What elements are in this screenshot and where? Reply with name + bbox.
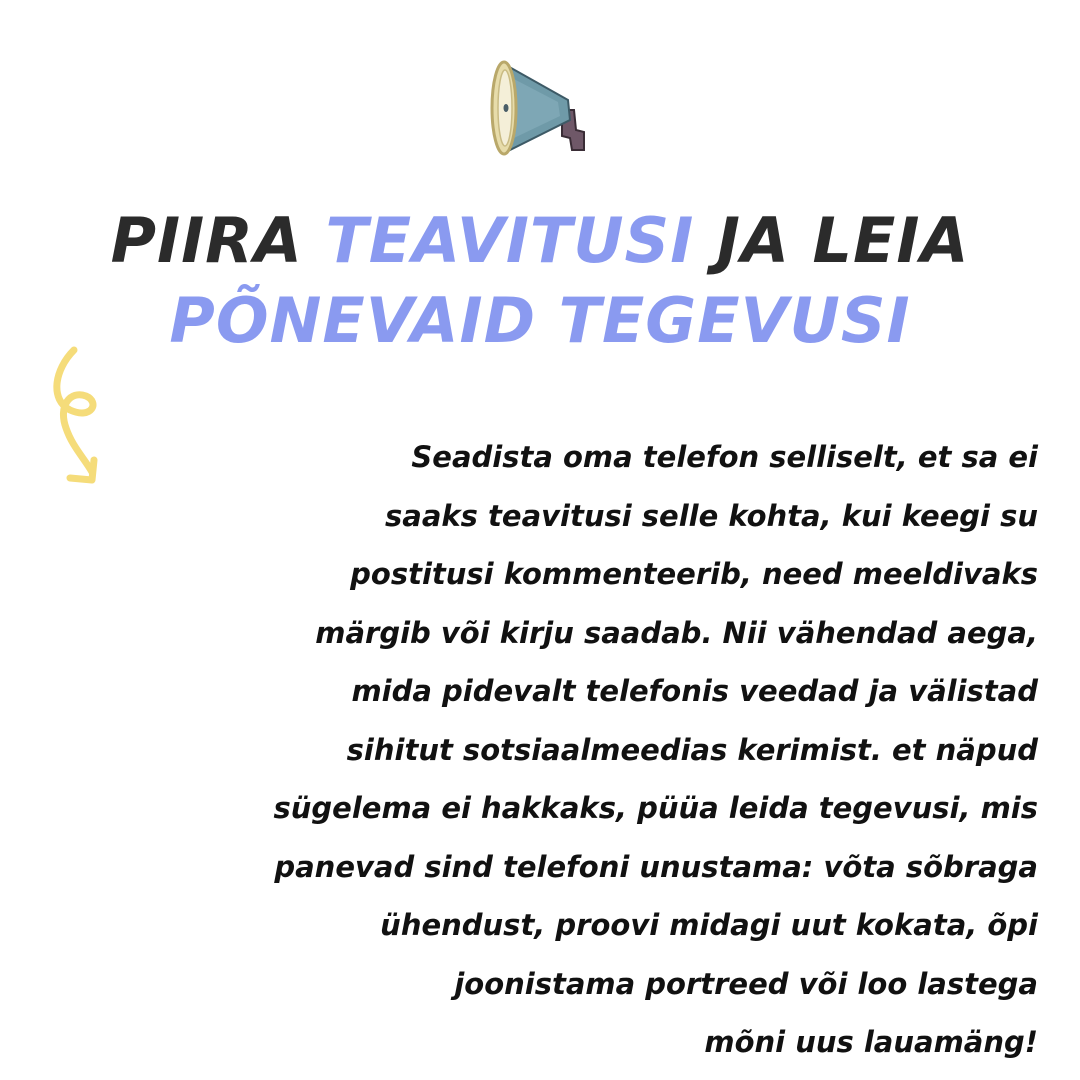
body-paragraph [78, 428, 1038, 1072]
body-line: saaks teavitusi selle kohta, kui keegi su [385, 498, 1038, 533]
megaphone-icon [488, 58, 592, 158]
body-line: panevad sind telefoni unustama: võta sõbraga [274, 849, 1038, 884]
page-title-line-2: PÕNEVAID TEGEVUSI [169, 284, 911, 357]
body-line: postitusi kommenteerib, need meeldivaks [350, 557, 1038, 591]
title-part-piira: PIIRA [110, 204, 326, 277]
body-line: joonistama portreed või loo lastega [454, 966, 1038, 1001]
body-line: ühendust, proovi midagi uut kokata, õpi [380, 908, 1038, 942]
title-part-teavitusi: TEAVITUSI [325, 204, 695, 277]
body-line: märgib või kirju saadab. Nii vähendad aega, [315, 615, 1038, 650]
body-line: Seadista oma telefon selliselt, et sa ei [411, 440, 1038, 474]
body-line: mida pidevalt telefonis veedad ja välistad [351, 674, 1038, 708]
page-title-line-1 [0, 204, 1080, 277]
body-line: mõni uus lauamäng! [704, 1025, 1038, 1059]
body-line: sihitut sotsiaalmeedias kerimist. et näpud [346, 732, 1038, 767]
body-line: sügelema ei hakkaks, püüa leida tegevusi, mis [273, 791, 1038, 825]
title-part-ja-leia: JA LEIA [694, 204, 970, 277]
